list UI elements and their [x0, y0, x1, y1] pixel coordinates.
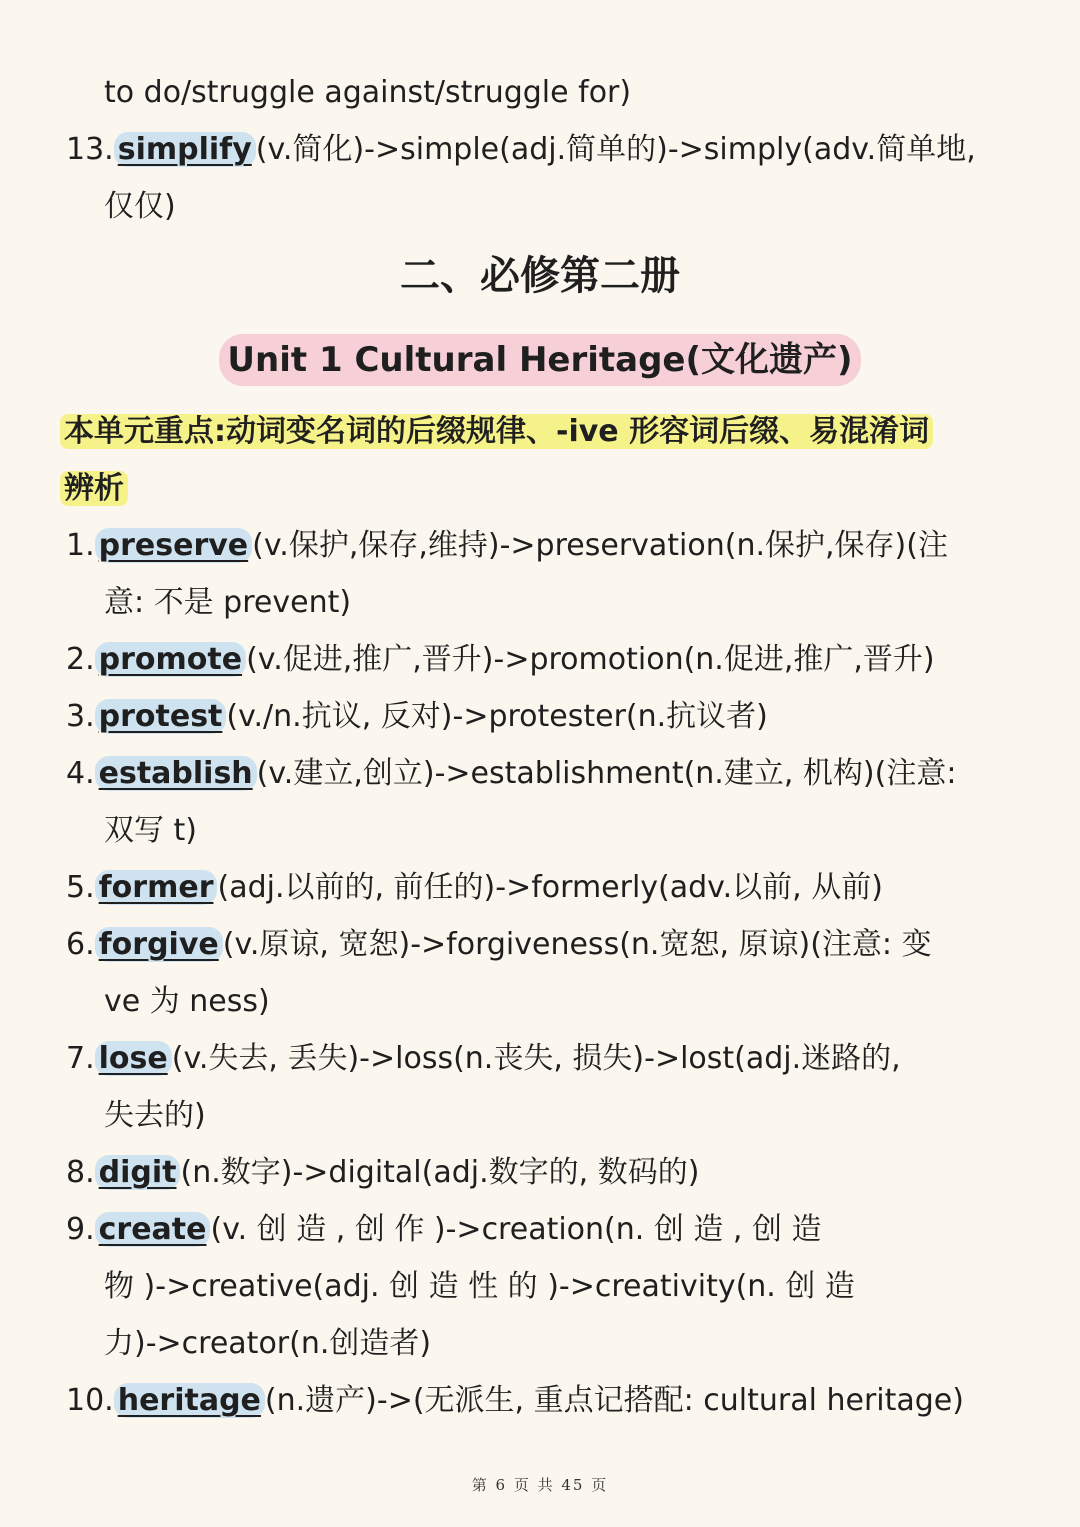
vocab-derivation: (n.数字)->digital(adj.数字的, 数码的) — [180, 1155, 700, 1190]
vocab-derivation: (n.遗产)->(无派生, 重点记搭配: cultural heritage) — [264, 1383, 964, 1418]
unit-title: Unit 1 Cultural Heritage(文化遗产) — [219, 334, 860, 386]
item-number: 6. — [66, 927, 95, 962]
text-line: 双写 t) — [104, 813, 198, 848]
item-number: 1. — [66, 528, 95, 563]
vocab-item-6 — [66, 916, 1016, 973]
item-number: 3. — [66, 699, 95, 734]
vocab-derivation: (v.原谅, 宽恕)->forgiveness(n.宽恕, 原谅)(注意: 变 — [222, 927, 932, 962]
vocab-word: preserve — [95, 528, 253, 563]
vocab-derivation: (v.建立,创立)->establishment(n.建立, 机构)(注意: — [256, 756, 957, 791]
text-line: 失去的) — [104, 1098, 206, 1133]
vocab-derivation: (v.失去, 丢失)->loss(n.丧失, 损失)->lost(adj.迷路的, — [171, 1041, 901, 1076]
focus-line-2 — [60, 460, 1020, 517]
item-number: 5. — [66, 870, 95, 905]
item-number: 13. — [66, 132, 114, 167]
vocab-word: simplify — [114, 132, 256, 167]
unit-title-wrap — [0, 334, 1080, 386]
vocab-derivation: (v./n.抗议, 反对)->protester(n.抗议者) — [226, 699, 768, 734]
text-line: 仅仅) — [104, 189, 176, 224]
text-line: to do/struggle against/struggle for) — [104, 75, 632, 110]
item-number: 8. — [66, 1155, 95, 1190]
item-number: 7. — [66, 1041, 95, 1076]
vocab-item-4 — [66, 745, 1016, 802]
vocab-word: establish — [95, 756, 257, 791]
focus-text: 本单元重点:动词变名词的后缀规律、-ive 形容词后缀、易混淆词 — [60, 414, 933, 449]
vocab-item-10 — [66, 1372, 1016, 1429]
section-title: 二、必修第二册 — [400, 253, 680, 299]
text-line: 力)->creator(n.创造者) — [104, 1326, 432, 1361]
vocab-item-3 — [66, 688, 1016, 745]
text-line: ve 为 ness) — [104, 984, 270, 1019]
vocab-item-7 — [66, 1030, 1016, 1087]
vocab-word: forgive — [95, 927, 223, 962]
focus-text: 辨析 — [60, 471, 128, 506]
vocab-derivation: (adj.以前的, 前任的)->formerly(adv.以前, 从前) — [217, 870, 883, 905]
vocab-word: protest — [95, 699, 227, 734]
page-footer: 第 6 页 共 45 页 — [471, 1476, 609, 1494]
vocab-word: former — [95, 870, 218, 905]
vocab-item-2 — [66, 631, 1016, 688]
vocab-derivation: (v.保护,保存,维持)->preservation(n.保护,保存)(注 — [252, 528, 948, 563]
vocab-word: create — [95, 1212, 211, 1247]
vocab-derivation: (v.促进,推广,晋升)->promotion(n.促进,推广,晋升) — [246, 642, 935, 677]
vocab-item-13 — [66, 121, 1016, 178]
text-line: 物 )->creative(adj. 创 造 性 的 )->creativity(n. 创 造 — [104, 1269, 855, 1304]
vocab-item-8 — [66, 1144, 1016, 1201]
vocab-word: digit — [95, 1155, 181, 1190]
vocab-item-5 — [66, 859, 1016, 916]
item-number: 10. — [66, 1383, 114, 1418]
text-line: 意: 不是 prevent) — [104, 585, 352, 620]
vocab-word: promote — [95, 642, 246, 677]
vocab-word: lose — [95, 1041, 172, 1076]
item-number: 9. — [66, 1212, 95, 1247]
vocab-derivation: (v.简化)->simple(adj.简单的)->simply(adv.简单地, — [255, 132, 976, 167]
item-number: 4. — [66, 756, 95, 791]
item-number: 2. — [66, 642, 95, 677]
vocab-item-9 — [66, 1201, 1016, 1258]
focus-line-1 — [60, 403, 1020, 460]
vocab-word: heritage — [114, 1383, 265, 1418]
vocab-item-1 — [66, 517, 1016, 574]
vocab-derivation: (v. 创 造 , 创 作 )->creation(n. 创 造 , 创 造 — [210, 1212, 822, 1247]
